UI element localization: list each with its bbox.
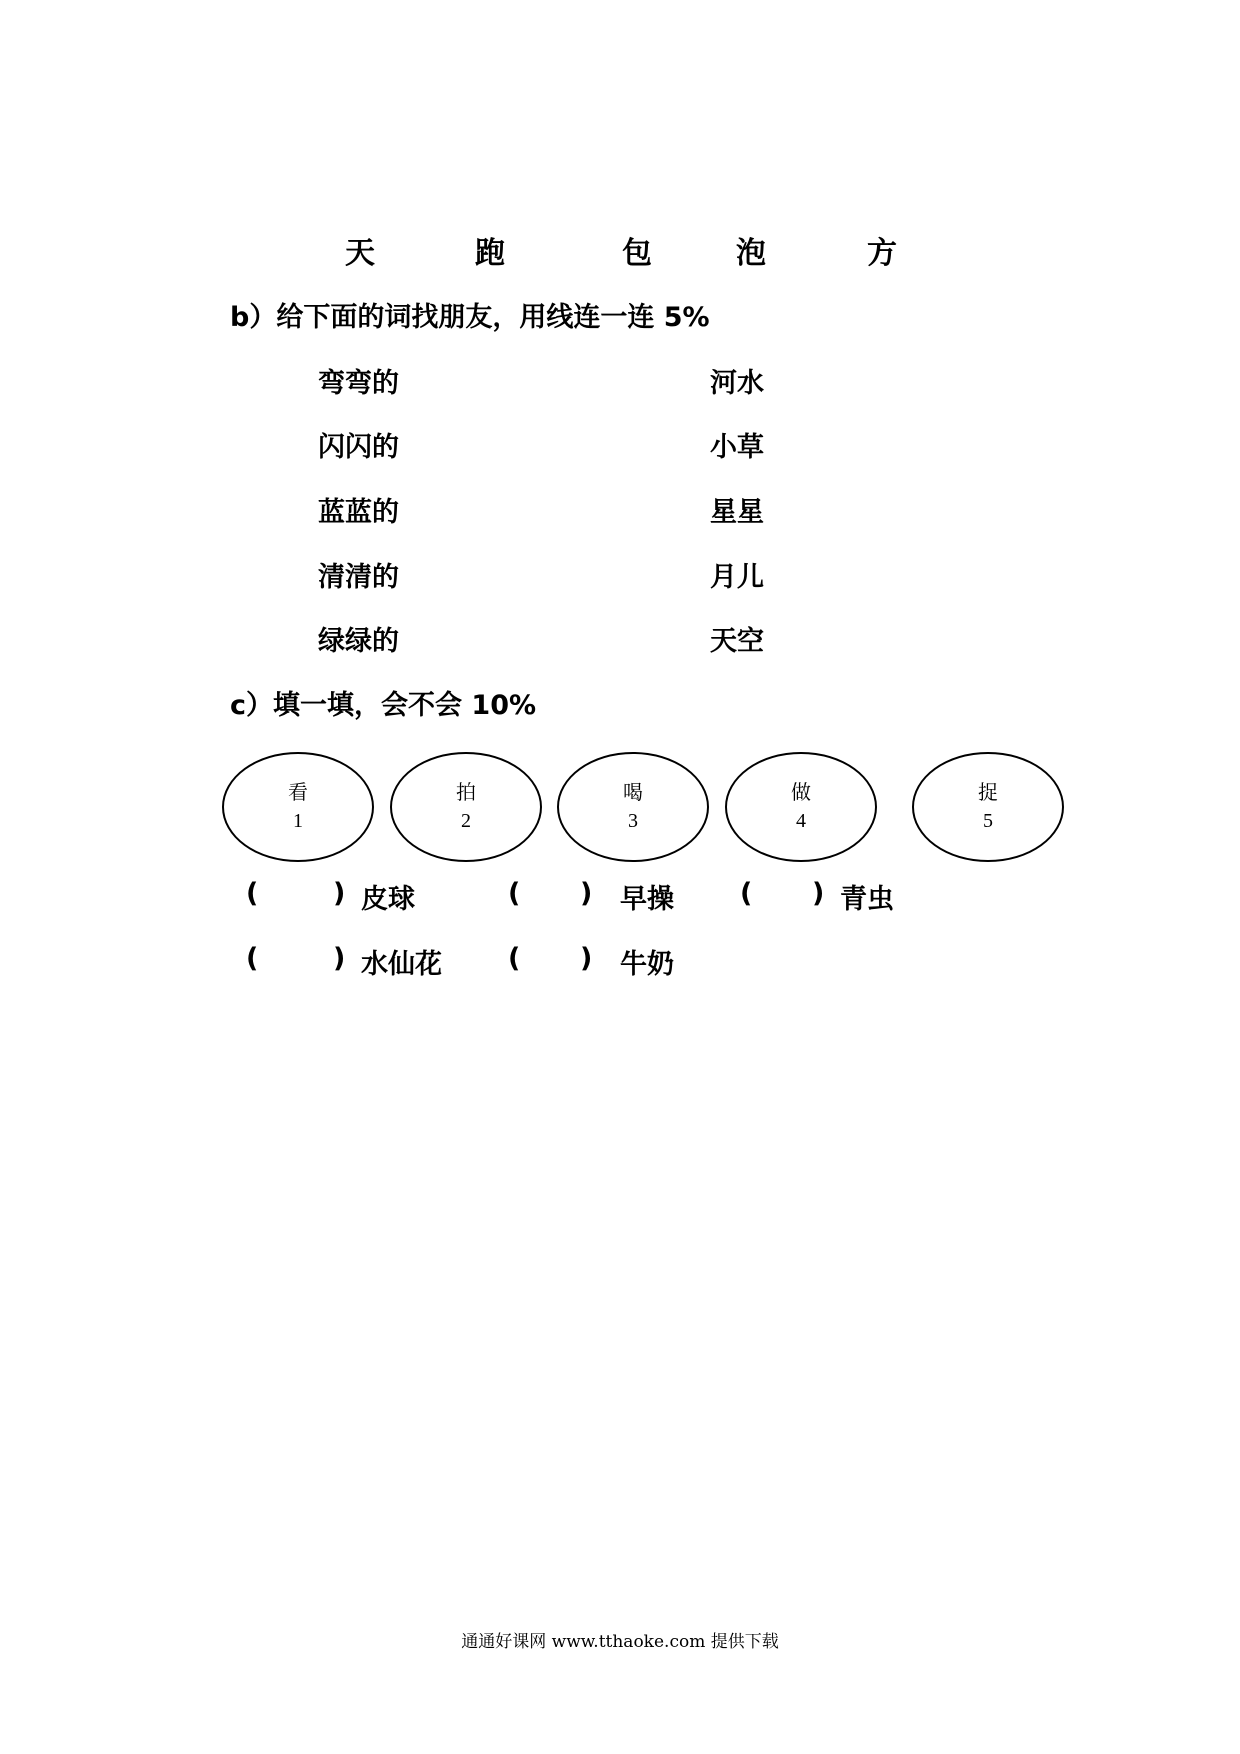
oval-char-3: 喝: [623, 780, 643, 804]
left-word-5: 绿绿的: [318, 626, 399, 657]
blank-open-paren: (: [246, 943, 259, 974]
oval-num-2: 2: [461, 810, 471, 832]
left-word-1: 弯弯的: [318, 368, 399, 399]
oval-2: [390, 752, 542, 862]
section-b-heading: b）给下面的词找朋友，用线连一连 5%: [230, 302, 710, 333]
section-c-heading: c）填一填，会不会 10%: [230, 690, 537, 721]
blank-word-1: 皮球: [361, 884, 415, 915]
oval-char-4: 做: [791, 780, 811, 804]
blank-open-paren: (: [508, 878, 521, 909]
blank-close-paren: ): [580, 878, 593, 909]
left-word-2: 闪闪的: [318, 432, 399, 463]
footer: 通通好课网 www.tthaoke.com 提供下载: [461, 1632, 779, 1652]
oval-num-4: 4: [796, 810, 806, 832]
blank-open-paren: (: [508, 943, 521, 974]
blank-close-paren: ): [812, 878, 825, 909]
blank-open-paren: (: [740, 878, 753, 909]
right-word-4: 月儿: [710, 562, 764, 593]
blank-word-3: 青虫: [840, 884, 894, 915]
oval-num-5: 5: [983, 810, 993, 832]
blank-word-5: 牛奶: [620, 949, 674, 980]
top-char-2: 跑: [475, 236, 505, 271]
top-char-4: 泡: [736, 236, 766, 271]
oval-5: [912, 752, 1064, 862]
oval-char-1: 看: [288, 780, 308, 804]
right-word-2: 小草: [710, 432, 764, 463]
right-word-5: 天空: [710, 626, 764, 657]
oval-char-5: 捉: [978, 780, 998, 804]
blank-close-paren: ): [333, 943, 346, 974]
oval-char-2: 拍: [456, 780, 476, 804]
oval-1: [222, 752, 374, 862]
top-char-5: 方: [867, 236, 897, 271]
oval-num-3: 3: [628, 810, 638, 832]
top-char-3: 包: [622, 236, 652, 271]
left-word-3: 蓝蓝的: [318, 497, 399, 528]
right-word-3: 星星: [710, 497, 764, 528]
blank-close-paren: ): [333, 878, 346, 909]
left-word-4: 清清的: [318, 562, 399, 593]
oval-4: [725, 752, 877, 862]
oval-3: [557, 752, 709, 862]
blank-word-2: 早操: [620, 884, 674, 915]
blank-close-paren: ): [580, 943, 593, 974]
oval-num-1: 1: [293, 810, 303, 832]
blank-open-paren: (: [246, 878, 259, 909]
blank-word-4: 水仙花: [361, 949, 442, 980]
right-word-1: 河水: [710, 368, 764, 399]
top-char-1: 天: [345, 236, 375, 271]
